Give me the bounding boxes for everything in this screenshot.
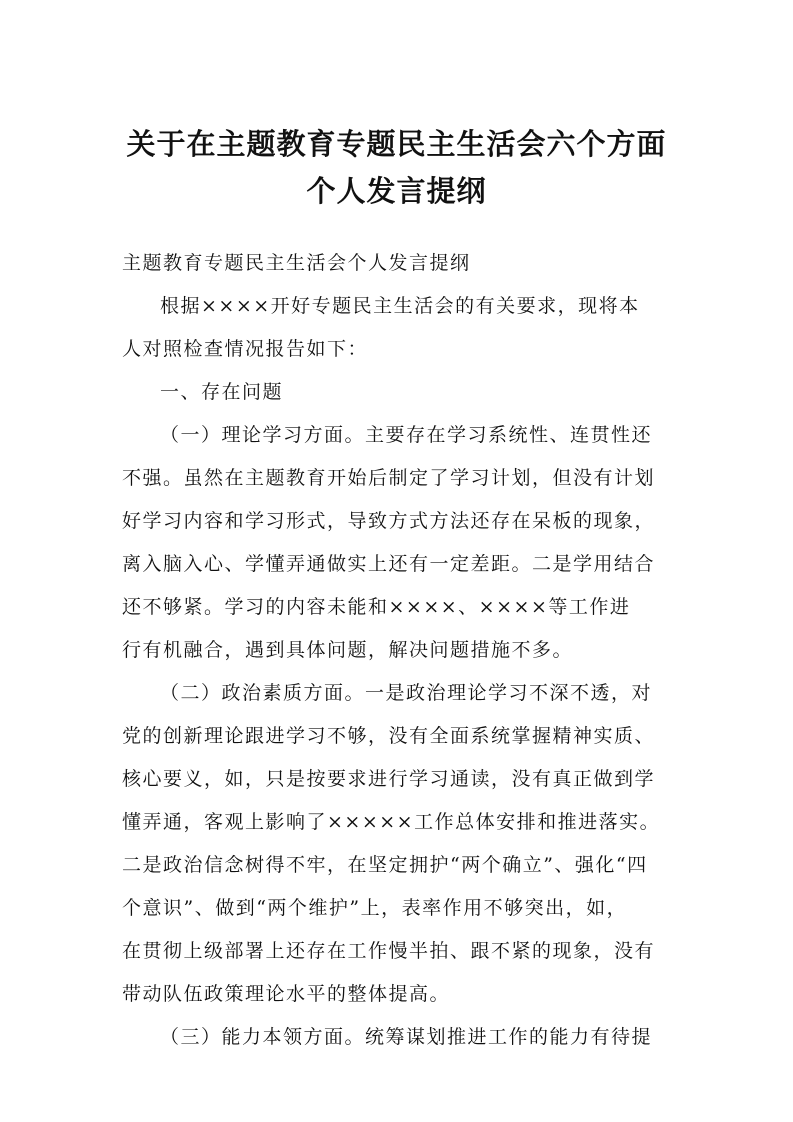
paragraph-line: 二是政治信念树得不牢，在坚定拥护“两个确立”、强化“四 (122, 854, 648, 876)
paragraph-line: 核心要义，如，只是按要求进行学习通读，没有真正做到学 (122, 768, 656, 790)
paragraph-line: 好学习内容和学习形式，导致方式方法还存在呆板的现象， (122, 510, 656, 532)
paragraph-line: 个意识”、做到“两个维护”上，表率作用不够突出，如， (122, 897, 628, 919)
paragraph-line: 还不够紧。学习的内容未能和××××、××××等工作进 (122, 596, 631, 618)
section-heading: 一、存在问题 (160, 381, 284, 403)
document-title-line-1: 关于在主题教育专题民主生活会六个方面 (126, 127, 667, 161)
paragraph-line: 行有机融合，遇到具体问题，解决问题措施不多。 (122, 639, 574, 661)
paragraph-line: （三）能力本领方面。统筹谋划推进工作的能力有待提 (160, 1026, 653, 1048)
paragraph-line: 人对照检查情况报告如下： (122, 338, 369, 360)
paragraph-line: 离入脑入心、学懂弄通做实上还有一定差距。二是学用结合 (122, 553, 656, 575)
document-title-line-2: 个人发言提纲 (306, 174, 487, 208)
paragraph-line: 党的创新理论跟进学习不够，没有全面系统掌握精神实质、 (122, 725, 656, 747)
paragraph-line: 懂弄通，客观上影响了×××××工作总体安排和推进落实。 (122, 811, 661, 833)
paragraph-line: （一）理论学习方面。主要存在学习系统性、连贯性还 (160, 424, 653, 446)
paragraph-line: 在贯彻上级部署上还存在工作慢半拍、跟不紧的现象，没有 (122, 940, 656, 962)
paragraph-line: 不强。虽然在主题教育开始后制定了学习计划，但没有计划 (122, 467, 656, 489)
subtitle-line: 主题教育专题民主生活会个人发言提纲 (122, 252, 471, 274)
paragraph-line: 根据××××开好专题民主生活会的有关要求，现将本 (160, 295, 640, 317)
paragraph-line: （二）政治素质方面。一是政治理论学习不深不透，对 (160, 682, 653, 704)
paragraph-line: 带动队伍政策理论水平的整体提高。 (122, 983, 451, 1005)
